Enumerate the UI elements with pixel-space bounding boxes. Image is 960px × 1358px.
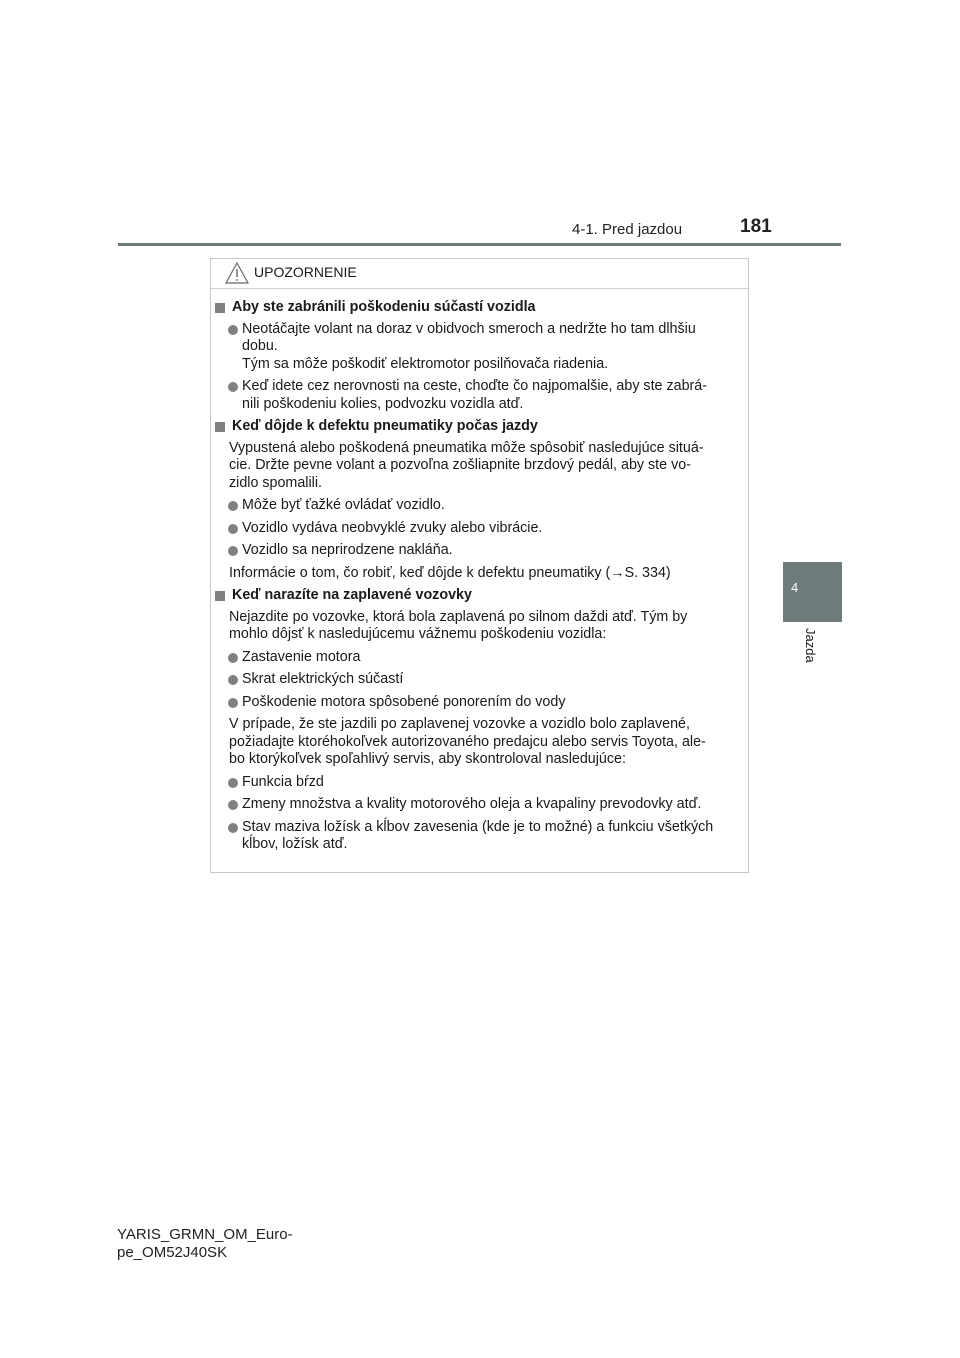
list-item: Poškodenie motora spôsobené ponorením do vody: [211, 694, 750, 712]
chapter-number: 4: [791, 580, 799, 595]
warning-triangle-icon: [225, 262, 249, 284]
warning-content: [211, 299, 750, 859]
list-item: Skrat elektrických súčastí: [211, 671, 750, 689]
circle-bullet-icon: [228, 653, 238, 663]
list-item: Keď idete cez nerovnosti na ceste, choďte čo najpomalšie, aby ste zabrá- nili poškodeniu kolies, podvozku vozidla atď.: [211, 378, 750, 413]
list-item: Zmeny množstva a kvality motorového oleja a kvapaliny prevodovky atď.: [211, 796, 750, 814]
warning-title: UPOZORNENIE: [254, 264, 357, 280]
circle-bullet-icon: [228, 675, 238, 685]
circle-bullet-icon: [228, 778, 238, 788]
list-item: Funkcia bŕzd: [211, 774, 750, 792]
page-number: 181: [740, 216, 772, 237]
circle-bullet-icon: [228, 325, 238, 335]
circle-bullet-icon: [228, 524, 238, 534]
section-heading: Keď dôjde k defektu pneumatiky počas jazdy: [214, 418, 742, 436]
circle-bullet-icon: [228, 698, 238, 708]
chapter-label: Jazda: [803, 628, 818, 663]
list-item: Neotáčajte volant na doraz v obidvoch smeroch a nedržte ho tam dlhšiu dobu. Tým sa môže poškodiť elektromotor posilňovača riadenia.: [211, 321, 750, 374]
section-heading: Aby ste zabránili poškodeniu súčastí vozidla: [214, 299, 742, 317]
warning-box: [210, 258, 749, 873]
square-bullet-icon: [215, 303, 225, 313]
circle-bullet-icon: [228, 823, 238, 833]
list-item: Stav maziva ložísk a kĺbov zavesenia (kde je to možné) a funkciu všetkých kĺbov, ložísk atď.: [211, 819, 750, 854]
section-title: 4-1. Pred jazdou: [572, 221, 683, 238]
list-item: Vozidlo sa neprirodzene nakláňa.: [211, 542, 750, 560]
list-item: Môže byť ťažké ovládať vozidlo.: [211, 497, 750, 515]
square-bullet-icon: [215, 422, 225, 432]
paragraph: Nejazdite po vozovke, ktorá bola zaplavená po silnom daždi atď. Tým by mohlo dôjsť k nasledujúcemu vážnemu poškodeniu vozidla:: [229, 608, 688, 642]
page-reference-paragraph[interactable]: Informácie o tom, čo robiť, keď dôjde k defektu pneumatiky (→S. 334): [229, 564, 671, 581]
circle-bullet-icon: [228, 546, 238, 556]
circle-bullet-icon: [228, 501, 238, 511]
header-rule: [118, 243, 841, 246]
chapter-tab[interactable]: [783, 562, 842, 622]
list-item: Zastavenie motora: [211, 649, 750, 667]
paragraph: Vypustená alebo poškodená pneumatika môže spôsobiť nasledujúce situá- cie. Držte pevne volant a pozvoľna zošliapnite brzdový pedál, aby ste vo- zidlo spomalili.: [229, 439, 704, 491]
section-heading: Keď narazíte na zaplavené vozovky: [214, 587, 742, 605]
circle-bullet-icon: [228, 382, 238, 392]
paragraph: V prípade, že ste jazdili po zaplavenej vozovke a vozidlo bolo zaplavené, požiadajte ktoréhokoľvek autorizovaného predajcu alebo servis Toyota, ale- bo ktorýkoľvek spoľahlivý servis, aby skontroloval nasledujúce:: [229, 716, 706, 767]
circle-bullet-icon: [228, 800, 238, 810]
square-bullet-icon: [215, 591, 225, 601]
warning-header: [211, 259, 748, 289]
list-item: Vozidlo vydáva neobvyklé zvuky alebo vibrácie.: [211, 520, 750, 538]
document-footer: YARIS_GRMN_OM_Euro- pe_OM52J40SK: [117, 1226, 293, 1261]
